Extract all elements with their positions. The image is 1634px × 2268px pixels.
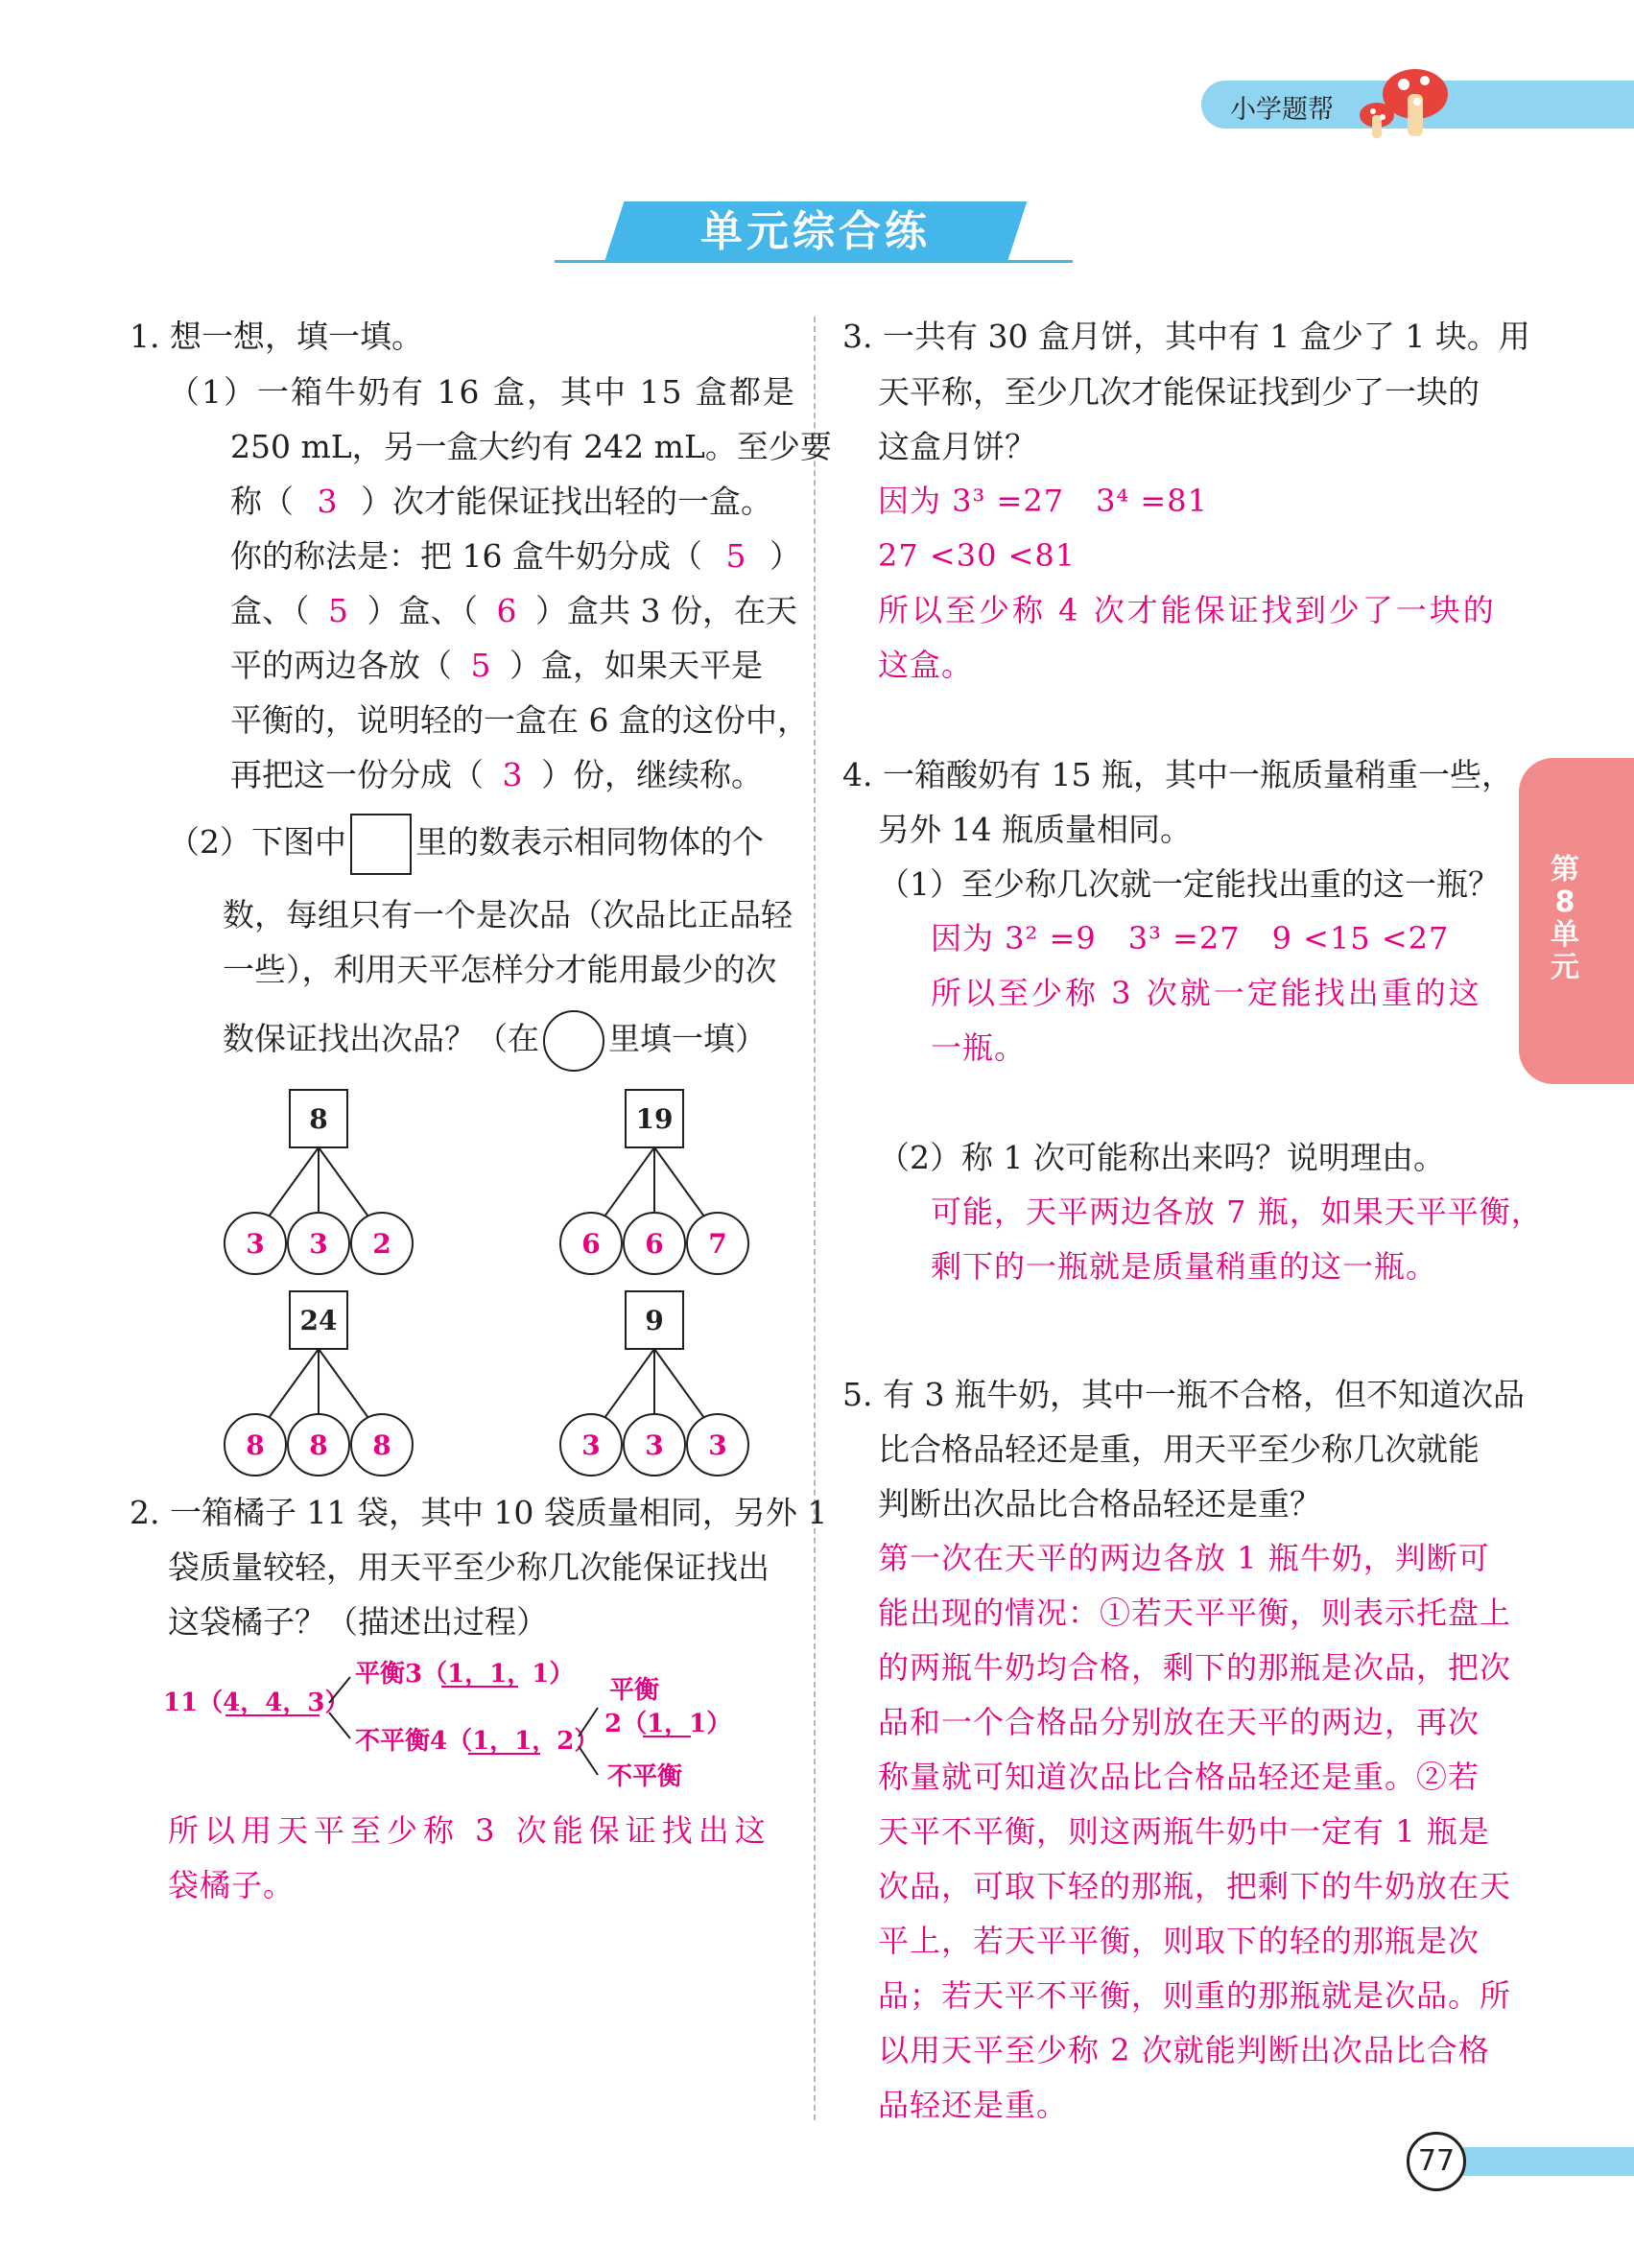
q5-answer-line: 次品，可取下轻的那瓶，把剩下的牛奶放在天 <box>878 1868 1512 1904</box>
tree-leaf-value: 8 <box>372 1429 391 1461</box>
q1-p2-line4 <box>223 1007 767 1072</box>
q2-answer-line1: 所以用天平至少称 3 次能保证找出这 <box>168 1812 771 1849</box>
q1-p2-line1 <box>168 811 764 875</box>
tree-branch <box>654 1147 704 1217</box>
answer-blank: 5 <box>725 537 746 575</box>
q4-sub1: （1）至少称几次就一定能找出重的这一瓶？ <box>878 865 1500 903</box>
q4-ans2-line1: 可能，天平两边各放 7 瓶，如果天平平衡， <box>931 1193 1543 1230</box>
q5-answer-line: 第一次在天平的两边各放 1 瓶牛奶，判断可 <box>878 1540 1490 1576</box>
q1-heading: 1. 想一想，填一填。 <box>130 318 423 355</box>
q1-p2-line3: 一些），利用天平怎样分才能用最少的次 <box>223 951 777 988</box>
q5-answer-line: 品轻还是重。 <box>878 2087 1069 2123</box>
answer-blank: 6 <box>496 592 517 629</box>
q2-diag-sub-top: 平衡 <box>609 1676 660 1705</box>
q4-line2: 另外 14 瓶质量相同。 <box>878 811 1192 848</box>
q2-process-diagram <box>158 1650 772 1794</box>
tree-leaf-value: 6 <box>581 1228 601 1260</box>
tree-leaf-value: 3 <box>309 1228 328 1260</box>
footer-bar <box>1449 2147 1634 2176</box>
tree-branch <box>269 1349 319 1418</box>
tree-leaf-value: 8 <box>246 1429 265 1461</box>
text: 里的数表示相同物体的个 <box>415 823 764 861</box>
text: 平的两边各放（ <box>230 647 452 684</box>
unit-side-tab <box>1519 758 1634 1084</box>
q1-p1-line6 <box>230 638 763 693</box>
q1-p1-line7: 平衡的，说明轻的一盒在 6 盒的这份中， <box>230 701 809 739</box>
q4-ans1-line3: 一瓶。 <box>931 1029 1027 1066</box>
q5-answer-line: 的两瓶牛奶均合格，剩下的那瓶是次品，把次 <box>878 1649 1512 1686</box>
q2-diag-sub-mid: 2（1，1） <box>604 1710 732 1738</box>
q5-answer-line: 品；若天平不平衡，则重的那瓶就是次品。所 <box>878 1977 1512 2014</box>
text: ）份，继续称。 <box>541 756 763 793</box>
tree-leaf-value: 3 <box>581 1429 601 1461</box>
q3-answer-line3: 所以至少称 4 次才能保证找到少了一块的 <box>878 592 1497 628</box>
answer-blank: 5 <box>470 647 491 684</box>
unit-tab-label: 第8单元 <box>1551 853 1579 984</box>
q1-p1-line1: （1）一箱牛奶有 16 盒，其中 15 盒都是 <box>168 373 796 411</box>
q5-answer-line: 能出现的情况：①若天平平衡，则表示托盘上 <box>878 1595 1512 1631</box>
q4-sub2: （2）称 1 次可能称出来吗？说明理由。 <box>878 1139 1445 1176</box>
text: 再把这一份分成（ <box>230 756 484 793</box>
tree-branch <box>319 1147 368 1217</box>
q2-line3: 这袋橘子？（描述出过程） <box>168 1603 548 1641</box>
tree-branch <box>604 1147 654 1217</box>
text: （2）下图中 <box>168 823 346 861</box>
q3-line3: 这盒月饼？ <box>878 428 1036 465</box>
page-number: 77 <box>1407 2132 1466 2191</box>
tree-leaf-value: 8 <box>309 1429 328 1461</box>
text: ）盒、（ <box>367 592 478 629</box>
tree-root-value: 19 <box>635 1103 674 1135</box>
q4-line1: 4. 一箱酸奶有 15 瓶，其中一瓶质量稍重一些， <box>842 756 1513 793</box>
q4-ans1-line1: 因为 3² =9 3³ =27 9 <15 <27 <box>931 920 1450 957</box>
q1-tree-diagram <box>211 1084 787 1487</box>
q2-diag-branch1: 平衡3（1，1，1） <box>355 1660 575 1689</box>
text: ）次才能保证找出轻的一盒。 <box>361 483 772 520</box>
square-symbol <box>350 814 412 875</box>
page-title: 单元综合练 <box>700 207 931 256</box>
tree-branch <box>604 1349 654 1418</box>
q5-answer-line: 品和一个合格品分别放在天平的两边，再次 <box>878 1704 1480 1740</box>
q2-diag-root: 11（4，4，3） <box>163 1689 350 1717</box>
q5-line2: 比合格品轻还是重，用天平至少称几次就能 <box>878 1430 1480 1468</box>
q2-line2: 袋质量较轻，用天平至少称几次能保证找出 <box>168 1548 770 1586</box>
tree-leaf-value: 3 <box>708 1429 727 1461</box>
text: 称（ <box>230 483 294 520</box>
column-divider <box>814 317 816 2120</box>
q5-line1: 5. 有 3 瓶牛奶，其中一瓶不合格，但不知道次品 <box>842 1376 1525 1413</box>
tree-branch <box>269 1147 319 1217</box>
text: 里填一填） <box>608 1020 767 1057</box>
text: 你的称法是：把 16 盒牛奶分成（ <box>230 537 702 575</box>
tree-branch <box>319 1349 368 1418</box>
weighing-tree <box>560 1291 748 1476</box>
q5-line3: 判断出次品比合格品轻还是重？ <box>878 1485 1321 1523</box>
q2-diag-branch2: 不平衡4（1，1，2） <box>355 1727 600 1756</box>
text: ）盒共 3 份，在天 <box>535 592 797 629</box>
q1-p1-line4 <box>230 529 801 583</box>
answer-blank: 5 <box>328 592 348 629</box>
q3-line2: 天平称，至少几次才能保证找到少了一块的 <box>878 373 1480 411</box>
weighing-tree <box>560 1090 748 1274</box>
q4-ans1-line2: 所以至少称 3 次就一定能找出重的这 <box>931 975 1482 1011</box>
q5-answer-line: 称量就可知道次品比合格品轻还是重。②若 <box>878 1759 1480 1795</box>
q3-answer-line1: 因为 3³ =27 3⁴ =81 <box>878 483 1208 519</box>
q5-answer-line: 以用天平至少称 2 次就能判断出次品比合格 <box>878 2032 1490 2068</box>
answer-blank: 3 <box>502 756 523 793</box>
tree-leaf-value: 7 <box>708 1228 727 1260</box>
q1-p1-line3 <box>230 474 772 529</box>
tree-root-value: 9 <box>645 1305 664 1336</box>
q2-diag-sub-bot: 不平衡 <box>607 1762 683 1791</box>
weighing-tree <box>225 1090 413 1274</box>
circle-symbol <box>543 1010 604 1072</box>
q1-p2-line2: 数，每组只有一个是次品（次品比正品轻 <box>223 896 793 933</box>
q5-answer-line: 平上，若天平平衡，则取下的轻的那瓶是次 <box>878 1923 1480 1959</box>
mushroom-icon <box>1348 56 1463 148</box>
tree-branch <box>654 1349 704 1418</box>
q1-p1-line8 <box>230 747 763 802</box>
answer-blank: 3 <box>317 483 338 520</box>
tree-leaf-value: 3 <box>645 1429 664 1461</box>
tree-leaf-value: 3 <box>246 1228 265 1260</box>
tree-root-value: 8 <box>309 1103 328 1135</box>
text: 盒、（ <box>230 592 310 629</box>
tree-root-value: 24 <box>299 1305 338 1336</box>
q3-line1: 3. 一共有 30 盒月饼，其中有 1 盒少了 1 块。用 <box>842 318 1530 355</box>
tree-leaf-value: 6 <box>645 1228 664 1260</box>
q1-p1-line5 <box>230 583 797 638</box>
q2-answer-line2: 袋橘子。 <box>168 1867 296 1903</box>
text: 数保证找出次品？（在 <box>223 1020 539 1057</box>
header-label: 小学题帮 <box>1230 95 1334 125</box>
q5-answer-line: 天平不平衡，则这两瓶牛奶中一定有 1 瓶是 <box>878 1813 1490 1850</box>
q2-line1: 2. 一箱橘子 11 袋，其中 10 袋质量相同，另外 1 <box>130 1494 828 1531</box>
text: ） <box>769 537 801 575</box>
q3-answer-line4: 这盒。 <box>878 647 974 683</box>
q1-p1-line2: 250 mL，另一盒大约有 242 mL。至少要 <box>230 428 832 465</box>
q4-ans2-line2: 剩下的一瓶就是质量稍重的这一瓶。 <box>931 1248 1438 1285</box>
weighing-tree <box>225 1291 413 1476</box>
q3-answer-line2: 27 <30 <81 <box>878 537 1077 574</box>
text: ）盒，如果天平是 <box>509 647 763 684</box>
tree-leaf-value: 2 <box>372 1228 391 1260</box>
